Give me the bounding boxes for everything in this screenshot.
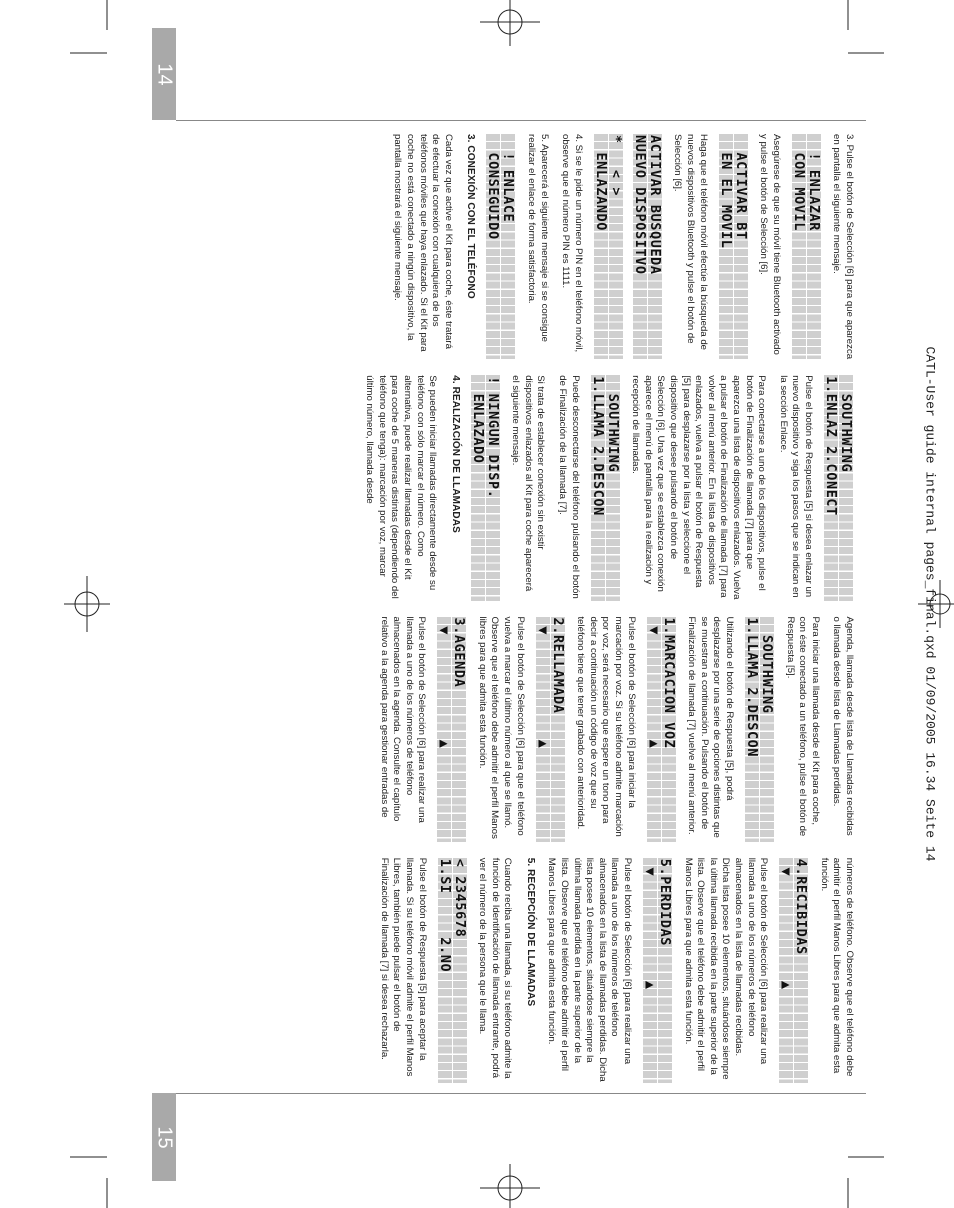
paragraph: Pulse el botón de Selección [6] para que el teléfono vuelva a marcar el último número al que se llamó. Observe que el teléfono debe admitir el perfil Manos libres para que admita esta función.	[476, 616, 526, 839]
paragraph: 4. Si se le pide un número PIN en el teléfono móvil, observe que el número PIN es 1111.	[560, 134, 584, 353]
paragraph: Pulse el botón de Selección [6] para realizar una llamada a uno de los números de teléfono almacenados en la lista de llamadas perdidas. Dicha lista posee 10 elementos, situándose siempre la última llamada perdida en la parte superior de la lista. Observe que el teléfono debe admitir el perfil Manos Libres para que admita esta función.	[546, 857, 634, 1082]
spread-content	[183, 120, 857, 1093]
paragraph: Cuando reciba una llamada, si su teléfono admite la función de Identificación de llamada entrante, podrá ver el número de la persona que le llama.	[477, 857, 514, 1079]
paragraph: Para iniciar una llamada desde el Kit para coche, con éste conectado a un teléfono, pulse el botón de Respuesta [5].	[784, 616, 821, 837]
page-number-tab-left	[152, 28, 176, 120]
lcd-line: NUEVO DISPOSITVO	[633, 134, 647, 359]
lcd-display	[486, 134, 515, 359]
rotated-spread	[183, 120, 857, 1093]
lcd-line: 1.MARCACION VOZ	[662, 617, 676, 842]
text-column-1	[183, 126, 855, 367]
lcd-line: CON MOVIL	[792, 134, 806, 359]
lcd-line: SOUTHWING	[839, 375, 853, 600]
lcd-line: ▼ ▲	[643, 858, 657, 1083]
text-column-4	[183, 850, 855, 1091]
section-heading: 3. CONEXIÓN CON EL TELÉFONO	[465, 134, 477, 299]
lcd-line: ▼ ▲	[437, 617, 451, 842]
lcd-display	[536, 617, 565, 842]
paragraph: Asegúrese de que su móvil tiene Bluetooth activado y pulse el botón de Selección [6].	[758, 134, 782, 355]
lcd-display	[824, 375, 853, 600]
lcd-display	[792, 134, 821, 359]
page-number-left: 14	[153, 62, 176, 86]
lcd-line: ACTIVAR BUSQUEDA	[648, 134, 662, 359]
lcd-line: * < >	[609, 134, 623, 359]
page-number-right: 15	[153, 1125, 176, 1149]
paragraph: Utilizando el botón de Respuesta [5], podrá desplazarse por una serie de opciones distintas que se muestran a continuación. Pulsando el botón de Finalización de llamada [7] vuelve al menú anterior.	[686, 616, 736, 838]
lcd-line: 1.LLAMA 2.DESCON	[591, 375, 605, 600]
section-heading: 4. REALIZACIÓN DE LLAMADAS	[449, 375, 461, 533]
paragraph: Cada vez que active el Kit para coche, éste tratará de efectuar la conexión con cualquiera de los teléfonos móviles que haya enlazado. Si el Kit para coche no está conectado a ningún dispositivo, la pantalla mostrará el siguiente mensaje.	[392, 134, 454, 352]
lcd-line: ▼ ▲	[647, 617, 661, 842]
lcd-line: ! NINGUN DISP.	[486, 375, 500, 600]
lcd-display	[591, 375, 620, 600]
lcd-line: SOUTHWING	[606, 375, 620, 600]
paragraph: números de teléfono. Observe que el teléfono debe admitir el perfil Manos Libres para que admita esta función.	[818, 857, 855, 1077]
lcd-line: 1.LLAMA 2.DESCON	[745, 617, 759, 842]
lcd-display	[437, 617, 466, 842]
lcd-line: ACTIVAR BT	[734, 134, 748, 359]
section-heading: 5. RECEPCIÓN DE LLAMADAS	[524, 857, 536, 1007]
text-columns	[183, 120, 857, 1093]
paragraph: Agenda, llamada desde lista de Llamadas recibidas o llamada desde lista de Llamadas perdidas.	[831, 616, 855, 836]
paragraph: Pulse el botón de Respuesta [5] si desea enlazar un nuevo dispositivo y siga los pasos que se indican en la sección Enlace.	[777, 375, 814, 598]
lcd-line: 2.RELLAMADA	[551, 617, 565, 842]
lcd-line: 4.RECIBIDAS	[794, 858, 808, 1083]
paragraph: Pulse el botón de Respuesta [5] para aceptar la llamada. Si su teléfono móvil admite el perfil Manos Libres, también puede pulsar el botón de Finalización de llamada [7] si desea rechazarla.	[378, 857, 428, 1077]
print-slug-header: CATL-User guide internal pages_final.qxd 01/09/2005 16.34 Seite 14	[922, 346, 938, 862]
lcd-line: ENLAZADO	[471, 375, 485, 600]
page-number-tab-right	[152, 1093, 176, 1181]
page-bottom-rule	[176, 1093, 866, 1094]
text-column-3	[183, 609, 855, 850]
paragraph: Haga que el teléfono móvil efectúe la búsqueda de nuevos dispositivos Bluetooth y pulse el botón de Selección [6].	[672, 134, 709, 351]
lcd-display	[647, 617, 676, 842]
paragraph: Pulse el botón de Selección [6] para iniciar la marcación por voz. Si su teléfono admite marcación por voz, será necesario que espere un tono para decir a continuación un código de voz que su teléfono tiene que tener grabado con anterioridad.	[575, 616, 637, 837]
lcd-display	[471, 375, 500, 600]
paragraph: 5. Aparecerá el siguiente mensaje si se consigue realizar el enlace de forma satisfactoria.	[526, 134, 550, 342]
text-column-2	[183, 367, 855, 608]
lcd-display	[719, 134, 748, 359]
lcd-display	[633, 134, 662, 359]
lcd-line: ENLAZANDO	[594, 134, 608, 359]
lcd-line: ! ENLACE	[501, 134, 515, 359]
lcd-line: 1.ENLAZ 2.CONECT	[824, 375, 838, 600]
lcd-line: SOUTHWING	[760, 617, 774, 842]
lcd-line: ▼ ▲	[779, 858, 793, 1083]
paragraph: 3. Pulse el botón de Selección [6] para que aparezca en pantalla el siguiente mensaje.	[831, 134, 855, 360]
lcd-display	[438, 858, 467, 1083]
lcd-line: ▼ ▲	[536, 617, 550, 842]
paragraph: Puede desconectarse del teléfono pulsando el botón de Finalización de la llamada [7].	[557, 375, 581, 599]
lcd-display	[745, 617, 774, 842]
lcd-display	[643, 858, 672, 1083]
lcd-line: 3.AGENDA	[452, 617, 466, 842]
lcd-line: < 2345678	[453, 858, 467, 1083]
lcd-line: 5.PERDIDAS	[658, 858, 672, 1083]
paragraph: Si trata de establecer conexión sin existir dispositivos enlazados al Kit para coche aparecerá el siguiente mensaje.	[510, 375, 547, 592]
lcd-line: EN EL MOVIL	[719, 134, 733, 359]
paragraph: Para conectarse a uno de los dispositivos, pulse el botón de Finalización de llamada [7] para que aparezca una lista de dispositivos enlazados. Vuelva a pulsar el botón de Finalización de llamada [7] para volver al menú anterior. En la lista de dispositivos enlazados, vuelva a pulsar el botón de Respuesta [5] para desplazarse por la lista y seleccione el dispositivo que desee pulsando el botón de Selección [6]. Una vez que se establezca conexión aparece el menú de pantalla para la realización y recepción de llamadas.	[630, 375, 768, 600]
paragraph: Se pueden iniciar llamadas directamente desde su teléfono con sólo marcar el número. Como alternativa, puede realizar llamadas desde el Kit para coche de 5 maneras distintas (dependiendo del teléfono que tenga): marcación por voz, marcar último número, llamada desde	[364, 375, 439, 599]
lcd-display	[594, 134, 623, 359]
lcd-line: CONSEGUIDO	[486, 134, 500, 359]
paragraph: Pulse el botón de Selección [6] para realizar una llamada a uno de los números de teléfono almacenados en la agenda. Consulte el capítulo relativo a la agenda para gestionar entradas de	[378, 616, 428, 823]
lcd-line: 1.SI 2.NO	[438, 858, 452, 1083]
paragraph: Pulse el botón de Selección [6] para realizar una llamada a uno de los números de teléfono almacenados en la lista de llamadas recibidas. Dicha lista posee 10 elementos, situándose siempre la última llamada recibida en la parte superior de la lista. Observe que el teléfono debe admitir el perfil Manos Libres para que admita esta función.	[682, 857, 770, 1080]
lcd-line: ! ENLAZAR	[807, 134, 821, 359]
lcd-display	[779, 858, 808, 1083]
